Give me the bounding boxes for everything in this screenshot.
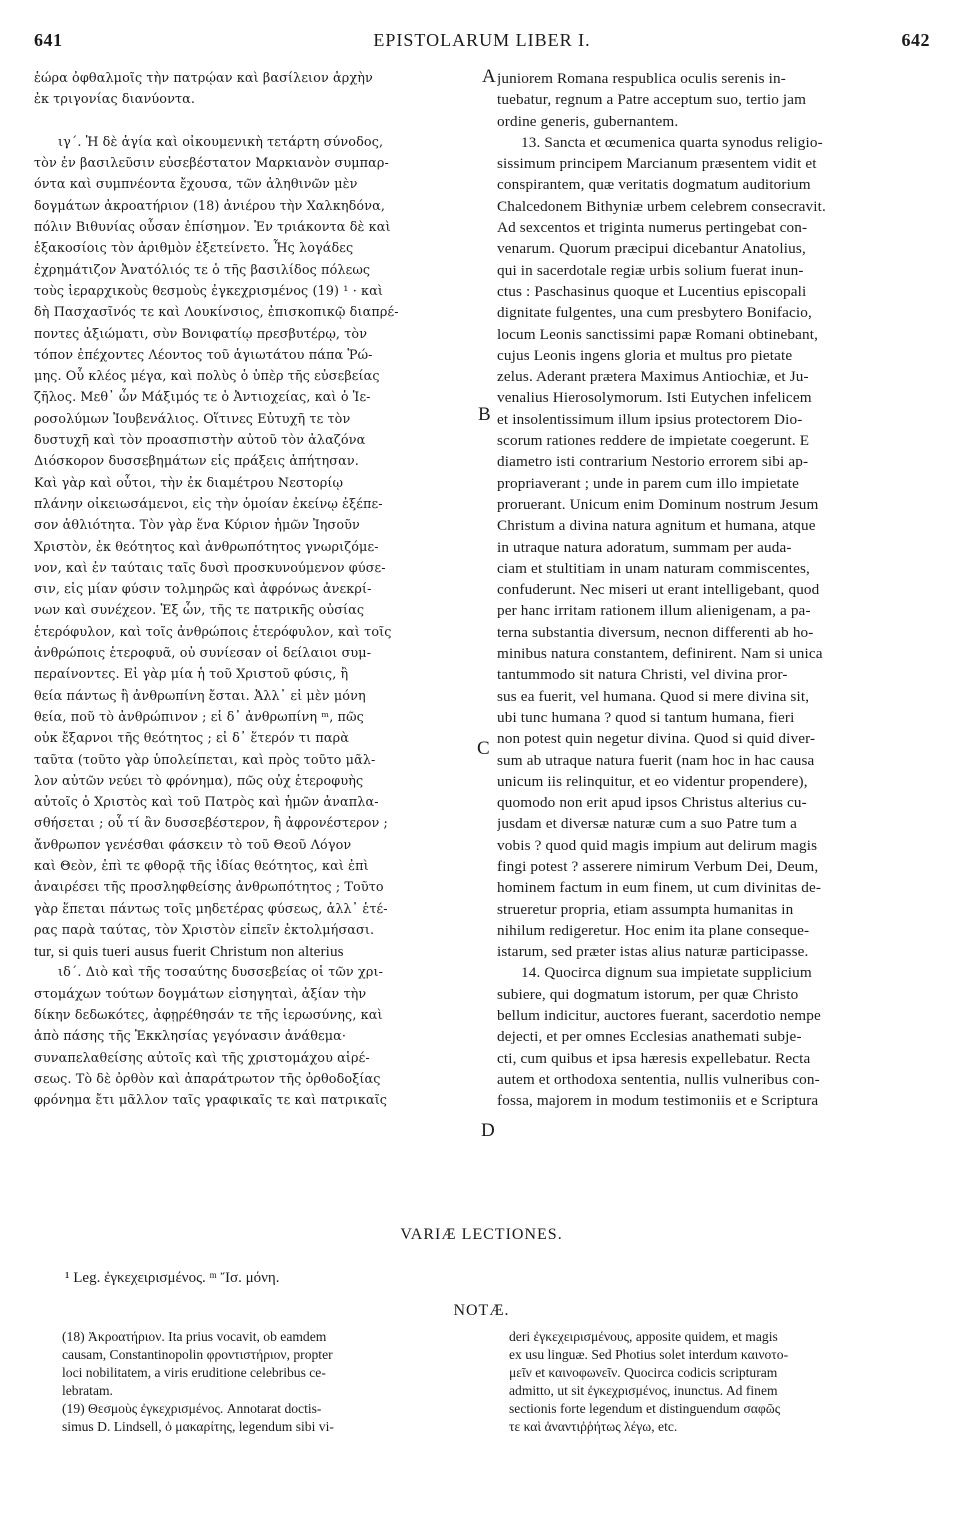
greek-text-line: δυστυχῆ καὶ τὸν προασπιστὴν αὐτοῦ τὸν ἀλαζόνα	[34, 433, 366, 449]
notae-heading: NOTÆ.	[453, 1302, 510, 1319]
greek-text-line: δίκην δεδωκότες, ἀφῃρέθησάν τε τῆς ἱερωσύνης, καὶ	[34, 1008, 383, 1024]
greek-text-line: συναπελαθείσης αὐτοῖς καὶ τῆς χριστομάχου αἱρέ-	[34, 1050, 370, 1066]
greek-text-line: δὴ Πασχασῖνός τε καὶ Λουκίνσιος, ἐπισκοπικῷ διαπρέ-	[34, 305, 399, 321]
greek-text-line: θεία, ποῦ τὸ ἀνθρώπινον ; εἰ δ᾽ ἀνθρωπίνη ᵐ, πῶς	[34, 709, 364, 725]
latin-text-line: tantummodo sit natura Christi, vel divina pror-	[497, 666, 788, 684]
latin-text-line: in utraque natura adoratum, summam per auda-	[497, 538, 792, 556]
latin-text-line: ordine generis, gubernantem.	[497, 112, 679, 130]
latin-text-line: venarum. Quorum præcipui dicebantur Anatolius,	[497, 240, 806, 258]
greek-text-line: ιγ΄. Ἡ δὲ ἁγία καὶ οἰκουμενικὴ τετάρτη σύνοδος,	[58, 134, 384, 150]
note-line: (18) Ἀκροατήριον. Ita prius vocavit, ob eamdem	[62, 1329, 327, 1344]
greek-text-line: λον αὐτῶν νεύει τὸ φρόνημα), πῶς οὐχ ἑτεροφυὴς	[34, 773, 364, 789]
latin-text-line: ctus : Paschasinus quoque et Lucentius episcopali	[497, 282, 807, 300]
greek-text-line: νον, καὶ ἐν ταύταις ταῖς δυσὶ προσκυνούμενον φύσε-	[34, 560, 386, 576]
note-line: ex usu linguæ. Sed Photius solet interdum καινοτο-	[509, 1347, 789, 1362]
latin-text-line: proruerant. Unicum enim Dominum nostrum Jesum	[497, 495, 819, 513]
greek-text-line: ἀνθρώποις ἑτεροφυᾶ, οὐ συνίεσαν οἱ δείλαιοι συμ-	[34, 646, 372, 662]
greek-text-line: σεως. Τὸ δὲ ὀρθὸν καὶ ἀπαράτρωτον τῆς ὀρθοδοξίας	[34, 1071, 381, 1087]
latin-text-line: venalius Hierosolymorum. Isti Eutychen infelicem	[497, 389, 812, 407]
latin-text-line: 13. Sancta et œcumenica quarta synodus religio-	[521, 133, 823, 151]
notes-left-column	[62, 1328, 492, 1436]
page-number-left: 641	[34, 30, 63, 50]
latin-column	[497, 68, 935, 1112]
note-line: τε καὶ ἀναντιῤῥήτως λέγω, etc.	[509, 1419, 678, 1434]
variae-lectiones-text: ¹ Leg. ἐγκεχειρισμένος. ᵐ Ἴσ. μόνη.	[65, 1270, 280, 1286]
latin-text-line: zelus. Aderant prætera Maximus Antiochiæ, et Ju-	[497, 368, 809, 386]
greek-text-line: οὐκ ἔξαρνοι τῆς θεότητος ; εἰ δ᾽ ἕτερόν τι παρὰ	[34, 731, 349, 747]
greek-text-line: ροσολύμων Ἰουβενάλιος. Οἵτινες Εὐτυχῆ τε τὸν	[34, 411, 351, 427]
greek-text-line: πόλιν Βιθυνίας οὖσαν ἐπίσημον. Ἐν τριάκοντα δὲ καὶ	[34, 220, 391, 236]
note-line: μεῖν et καινοφωνεῖν. Quocirca codicis scripturam	[509, 1365, 778, 1380]
greek-text-line: δογμάτων ἀκροατήριον (18) ἀνιέρου τὴν Χαλκηδόνα,	[34, 198, 386, 214]
greek-text-line: μης. Οὗ κλέος μέγα, καὶ πολὺς ὁ ὑπὲρ τῆς εὐσεβείας	[34, 369, 380, 385]
latin-text-line: Chalcedonem Bithyniæ urbem celebrem consecravit.	[497, 197, 826, 215]
greek-text-line: ἐκ τριγονίας διανύοντα.	[34, 92, 196, 108]
margin-marker-b: B	[478, 404, 491, 425]
latin-text-line: Christum a divina natura agnitum et humana, atque	[497, 517, 816, 535]
latin-text-line: qui in sacerdotale regiæ urbis solium fuerat inun-	[497, 261, 804, 279]
greek-text-line: ρας παρὰ ταύτας, τὸν Χριστὸν εἰπεῖν ἐκτολμήσασι.	[34, 922, 375, 938]
greek-text-line	[34, 111, 490, 132]
latin-text-line: strueretur propria, etiam assumpta humanitas in	[497, 900, 794, 918]
latin-text-line: bellum indicitur, auctores fuerant, sacerdotio nempe	[497, 1007, 821, 1025]
greek-text-line: τὸν ἐν βασιλεῦσιν εὐσεβέστατον Μαρκιανὸν συμπαρ-	[34, 156, 389, 172]
variae-lectiones-heading: VARIÆ LECTIONES.	[400, 1226, 563, 1243]
latin-text-line: non potest quin negetur divina. Quod si quid diver-	[497, 730, 816, 748]
note-line: (19) Θεσμοὺς ἐγκεχρισμένος. Annotarat doctis-	[62, 1401, 322, 1416]
latin-text-line: scorum rationes reddere de impietate coegerunt. E	[497, 432, 810, 450]
greek-text-line: ἄνθρωπον γενέσθαι φάσκειν τὸ τοῦ Θεοῦ Λόγον	[34, 837, 352, 853]
greek-text-line: τόπον ἐπέχοντες Λέοντος τοῦ ἁγιωτάτου πάπα Ῥώ-	[34, 347, 373, 363]
latin-text-line: vobis ? quod quid magis impium aut delirum magis	[497, 836, 818, 854]
greek-text-line: ταῦτα (τοῦτο γὰρ ὑπολείπεται, καὶ πρὸς τοῦτο μᾶλ-	[34, 752, 376, 768]
latin-text-line: propriaverant ; unde in parem cum illo impietate	[497, 474, 799, 492]
margin-marker-c: C	[477, 738, 490, 759]
greek-text-line: ἐχρημάτιζον Ἀνατόλιός τε ὁ τῆς βασιλίδος πόλεως	[34, 262, 371, 278]
note-line: causam, Constantinopolin φροντιστήριον, propter	[62, 1347, 333, 1362]
greek-text-line: ἀναιρέσει τῆς προσληφθείσης ἀνθρωπότητος ; Τοῦτο	[34, 880, 384, 896]
note-line: deri ἐγκεχειρισμένους, apposite quidem, et magis	[509, 1329, 778, 1344]
page-number-right: 642	[901, 30, 930, 50]
greek-text-line: ἑτερόφυλον, καὶ τοῖς ἀνθρώποις ἑτερόφυλον, καὶ τοῖς	[34, 624, 392, 640]
greek-text-line: ζῆλος. Μεθ᾽ ὧν Μάξιμός τε ὁ Ἀντιοχείας, καὶ ὁ Ἱε-	[34, 390, 371, 406]
greek-text-line: ἀπὸ πάσης τῆς Ἐκκλησίας γεγόνασιν ἀνάθεμα·	[34, 1029, 347, 1045]
latin-text-line: et insolentissimum illum ipsius protectorem Dio-	[497, 410, 803, 428]
latin-text-line: hominem factum in eum finem, ut cum divinitas de-	[497, 879, 822, 897]
greek-text-line: σιν, εἰς μίαν φύσιν τολμηρῶς καὶ ἀφρόνως ἀνεκρί-	[34, 582, 372, 598]
greek-text-line: περαίνοντες. Εἰ γὰρ μία ἡ τοῦ Χριστοῦ φύσις, ἢ	[34, 667, 349, 683]
latin-text-line: conspirantem, quæ veritatis dogmatum auditorium	[497, 176, 811, 194]
running-header	[34, 30, 930, 58]
greek-text-line: νων καὶ συνέχεον. Ἐξ ὧν, τῆς τε πατρικῆς οὐσίας	[34, 603, 365, 619]
latin-text-line: sus ea fuerit, vel humana. Quod si mere divina sit,	[497, 687, 810, 705]
greek-text-line: ἑώρα ὀφθαλμοῖς τὴν πατρῴαν καὶ βασίλειον ἀρχὴν	[34, 71, 373, 86]
latin-text-line: Ad sexcentos et triginta numerus pertingebat con-	[497, 219, 808, 237]
margin-marker-d: D	[481, 1120, 495, 1141]
latin-text-line: jusdam et diversæ naturæ cum a suo Patre tum a	[497, 815, 798, 833]
note-line: admitto, ut sit ἐγκεχρισμένος, inunctus. Ad finem	[509, 1383, 778, 1398]
greek-text-line: θεία πάντως ἢ ἀνθρωπίνη ἔσται. Ἀλλ᾽ εἰ μὲν μόνη	[34, 688, 366, 704]
greek-text-line: tur, si quis tueri ausus fuerit Christum non alterius	[34, 943, 344, 961]
greek-text-line: ποντες ἀξιώματι, σὺν Βονιφατίῳ πρεσβυτέρῳ, τὸν	[34, 326, 368, 342]
latin-text-line: fingi potest ? asserere nimirum Verbum Dei, Deum,	[497, 857, 819, 875]
latin-text-line: dignitate fulgentes, una cum presbytero Bonifacio,	[497, 304, 812, 322]
latin-text-line: dejecti, et per omnes Ecclesias anathemati subje-	[497, 1028, 802, 1046]
greek-text-line: πλάνην οἰκειωσάμενοι, εἰς τὴν ὁμοίαν ἐκείνῳ ἐξέπε-	[34, 496, 383, 512]
note-line: simus D. Lindsell, ὁ μακαρίτης, legendum sibi vi-	[62, 1419, 334, 1434]
greek-text-line: ιδ΄. Διὸ καὶ τῆς τοσαύτης δυσσεβείας οἱ τῶν χρι-	[58, 965, 383, 981]
latin-text-line: diametro isti contrarium Nestorio errorem sibi ap-	[497, 453, 809, 471]
latin-text-line: sum ab utraque natura fuerit (nam hoc in hac causa	[497, 751, 815, 769]
greek-text-line: αὐτοῖς ὁ Χριστὸς καὶ τοῦ Πατρὸς καὶ ἡμῶν ἀναπλα-	[34, 795, 379, 811]
latin-text-line: istarum, sed præter istas alius naturæ participasse.	[497, 943, 809, 961]
latin-text-line: ubi tunc humana ? quod si tantum humana, fieri	[497, 708, 795, 726]
greek-text-line: τοὺς ἱεραρχικοὺς θεσμοὺς ἐγκεχρισμένος (19) ¹ · καὶ	[34, 283, 383, 299]
greek-text-line: σθήσεται ; οὗ τί ἂν δυσσεβέστερον, ἢ ἀφρονέστερον ;	[34, 816, 388, 832]
greek-text-line: Χριστὸν, ἐκ θεότητος καὶ ἀνθρωπότητος γνωριζόμε-	[34, 539, 379, 555]
latin-text-line: cujus Leonis ingens gloria et multus pro pietate	[497, 346, 793, 364]
greek-column	[34, 68, 490, 1112]
latin-text-line: autem et orthodoxa sententia, nullis vulneribus con-	[497, 1070, 820, 1088]
greek-text-line: Διόσκορον δυσσεβημάτων εἰς πράξεις ἀπήτησαν.	[34, 454, 359, 470]
greek-text-line: όντα καὶ συμπνέοντα ἔχουσα, τῶν ἀληθινῶν μὲν	[34, 177, 358, 193]
running-title: EPISTOLARUM LIBER I.	[373, 30, 591, 50]
latin-text-line: 14. Quocirca dignum sua impietate supplicium	[521, 964, 812, 982]
notes-right-column	[509, 1328, 939, 1436]
latin-text-line: locum Leonis sanctissimi papæ Romani obtinebant,	[497, 325, 819, 343]
note-line: loci nobilitatem, a viris eruditione celebribus ce-	[62, 1365, 326, 1380]
greek-text-line: στομάχων τούτων δογμάτων εἰσηγηταὶ, ἀξίαν τὴν	[34, 986, 367, 1002]
latin-text-line: unicum iis relinquitur, et eo videntur propendere),	[497, 772, 808, 790]
greek-text-line: Καὶ γὰρ καὶ οὗτοι, τὴν ἐκ διαμέτρου Νεστορίῳ	[34, 475, 344, 491]
greek-text-line: φρόνημα ἔτι μᾶλλον ταῖς γραφικαῖς τε καὶ πατρικαῖς	[34, 1093, 388, 1109]
latin-text-line: quomodo non erit apud ipsos Christus alterius cu-	[497, 794, 807, 812]
latin-text-line: juniorem Romana respublica oculis serenis in-	[497, 70, 786, 87]
latin-text-line: ciam et stultitiam in unam naturam commiscentes,	[497, 559, 810, 577]
latin-text-line: minibus natura constantem, definirent. Nam si unica	[497, 645, 823, 663]
greek-text-line: καὶ Θεὸν, ἐπὶ τε φθορᾷ τῆς ἰδίας θεότητος, καὶ ἐπὶ	[34, 858, 369, 874]
latin-text-line: cti, cum quibus et ipsa hæresis expellebatur. Recta	[497, 1049, 811, 1067]
greek-text-line: γὰρ ἕπεται πάντως τοῖς μηδετέρας φύσεως, ἀλλ᾽ ἑτέ-	[34, 901, 388, 917]
greek-text-line: ἑξακοσίοις τὸν ἀριθμὸν ἐξετείνετο. Ἧς λογάδες	[34, 241, 354, 257]
greek-text-line: σον ἀθλιότητα. Τὸν γὰρ ἕνα Κύριον ἡμῶν Ἰησοῦν	[34, 518, 360, 534]
latin-text-line: confuderunt. Nec miseri ut erant intelligebant, quod	[497, 581, 820, 599]
latin-text-line: nihilum redigeretur. Hoc enim ita plane conseque-	[497, 921, 810, 939]
margin-marker-a: A	[482, 66, 496, 87]
latin-text-line: terna substantia diversum, necnon differenti ab ho-	[497, 623, 814, 641]
note-line: sectionis forte legendum et distinguendum σαφῶς	[509, 1401, 781, 1416]
latin-text-line: tuebatur, regnum a Patre acceptum suo, tertio jam	[497, 91, 807, 109]
latin-text-line: subiere, qui dogmatum istorum, per quæ Christo	[497, 985, 799, 1003]
note-line: lebratam.	[62, 1383, 113, 1398]
latin-text-line: fossa, majorem in modum testimoniis et e Scriptura	[497, 1092, 819, 1110]
latin-text-line: sissimum principem Marcianum præsentem vidit et	[497, 155, 817, 173]
latin-text-line: per hanc irritam rationem illum alienigenam, a pa-	[497, 602, 811, 620]
